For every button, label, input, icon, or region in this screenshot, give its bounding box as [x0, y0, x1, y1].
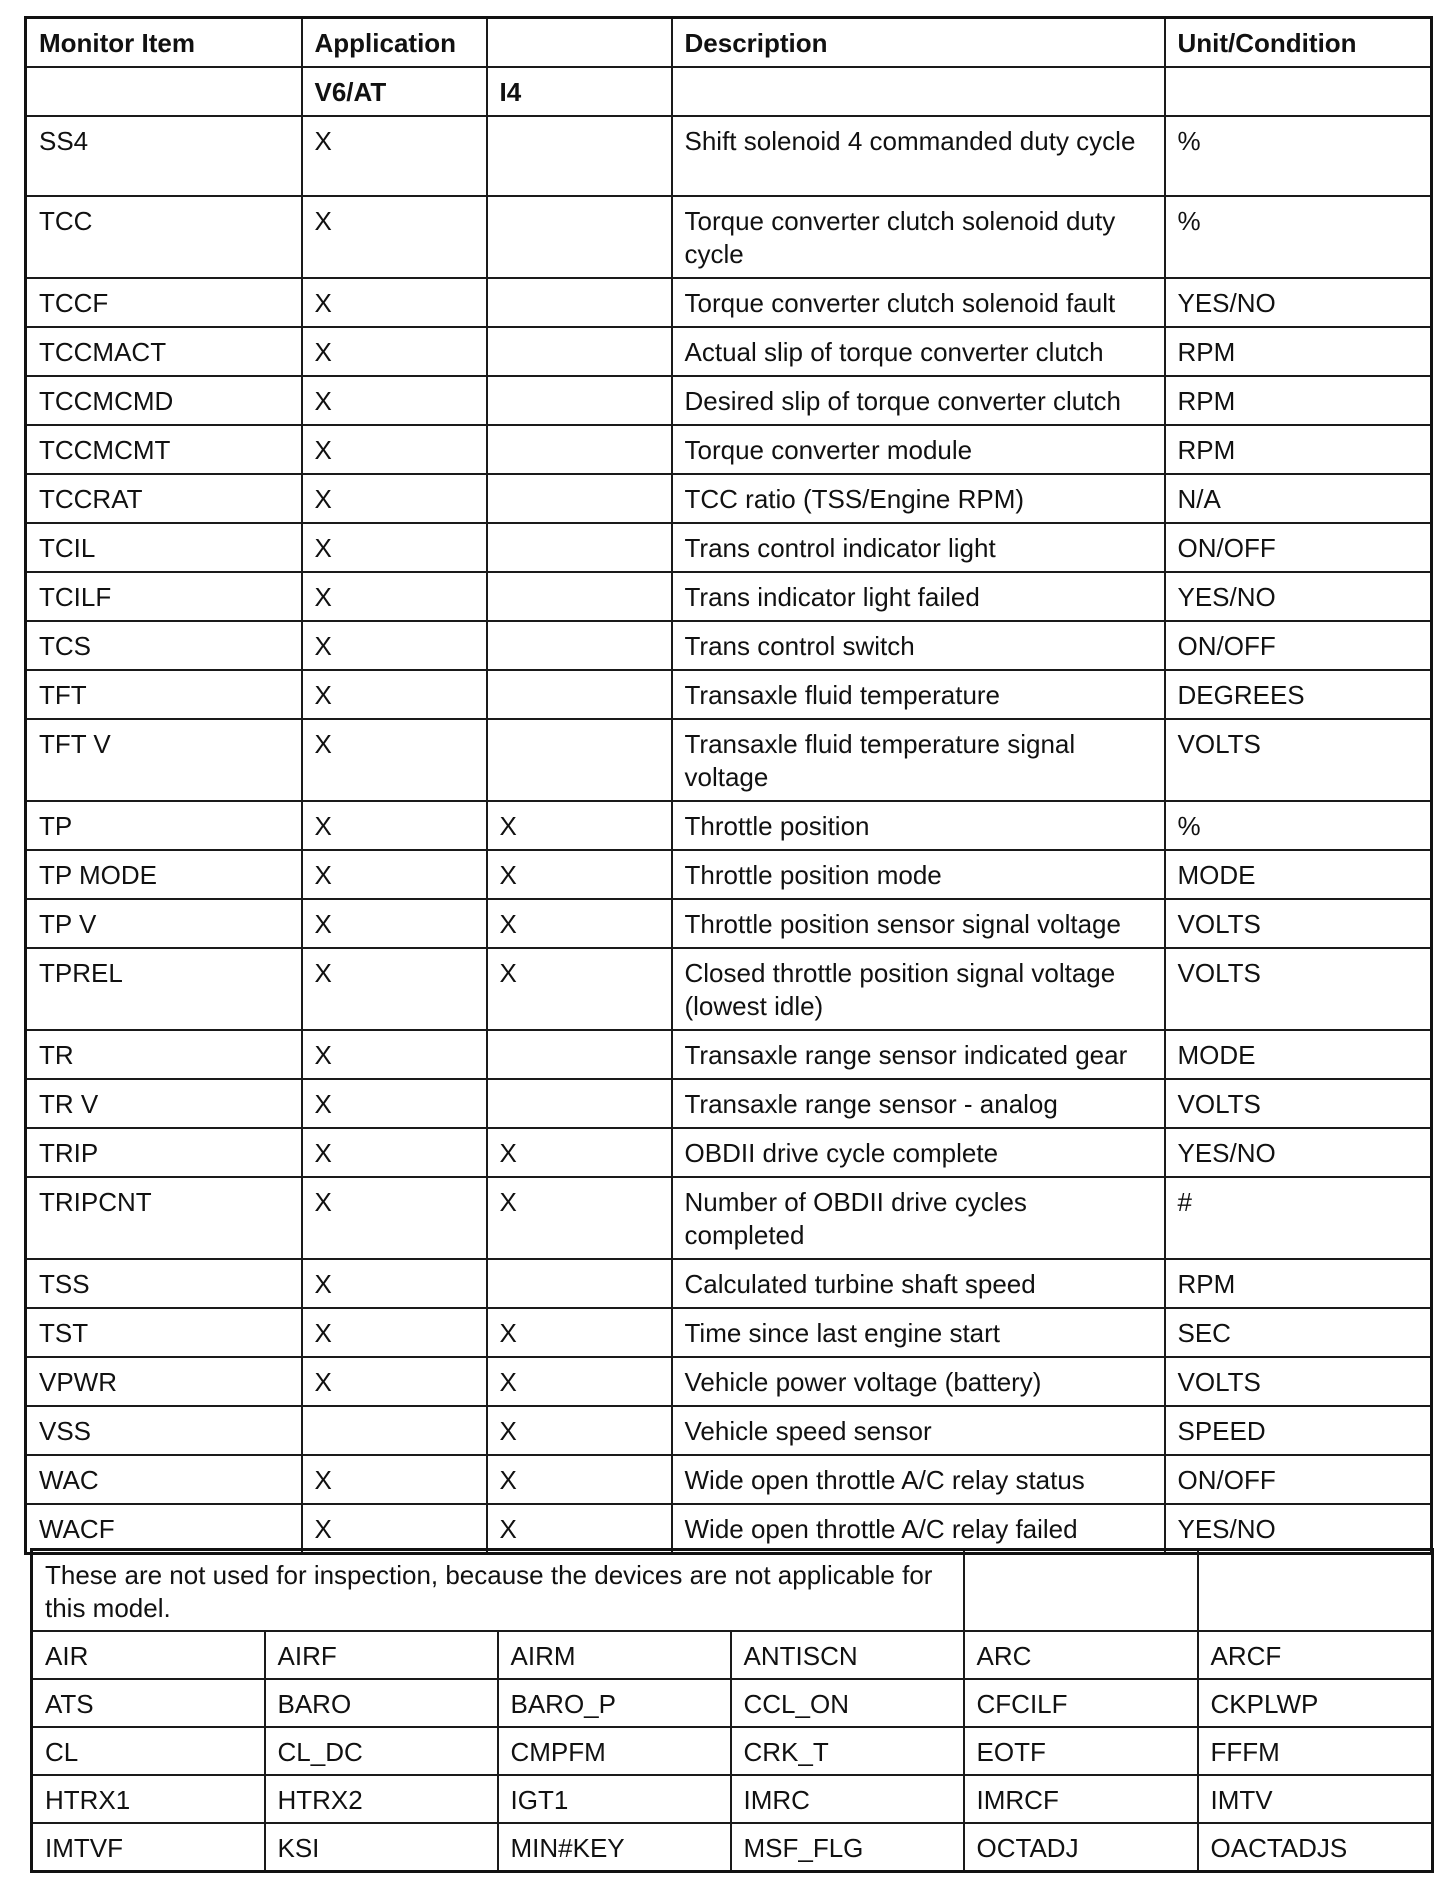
monitor-item-cell: TCCRAT — [26, 474, 302, 523]
monitor-item-cell: TP V — [26, 899, 302, 948]
unit-cell: RPM — [1165, 1259, 1432, 1308]
not-applicable-item: IGT1 — [498, 1775, 731, 1823]
v6at-cell: X — [302, 1504, 487, 1554]
not-applicable-item: BARO_P — [498, 1679, 731, 1727]
i4-cell — [487, 425, 672, 474]
v6at-cell: X — [302, 425, 487, 474]
monitor-item-cell: TR — [26, 1030, 302, 1079]
v6at-cell: X — [302, 1308, 487, 1357]
v6at-cell: X — [302, 1259, 487, 1308]
header-blank — [487, 18, 672, 68]
table-row — [26, 1455, 1432, 1504]
unit-cell: % — [1165, 801, 1432, 850]
table-row — [32, 1679, 1433, 1727]
description-cell: Number of OBDII drive cycles completed — [672, 1177, 1165, 1259]
not-applicable-item: AIR — [32, 1631, 265, 1679]
v6at-cell: X — [302, 948, 487, 1030]
description-cell: TCC ratio (TSS/Engine RPM) — [672, 474, 1165, 523]
i4-cell — [487, 376, 672, 425]
monitor-item-cell: TCIL — [26, 523, 302, 572]
not-applicable-item: CCL_ON — [731, 1679, 964, 1727]
monitor-item-cell: TR V — [26, 1079, 302, 1128]
unit-cell: VOLTS — [1165, 1357, 1432, 1406]
not-applicable-item: ARC — [964, 1631, 1198, 1679]
not-applicable-item: CRK_T — [731, 1727, 964, 1775]
table-row — [26, 1308, 1432, 1357]
table-row — [26, 523, 1432, 572]
table-row — [26, 948, 1432, 1030]
monitor-item-cell: TCS — [26, 621, 302, 670]
v6at-cell: X — [302, 621, 487, 670]
unit-cell: ON/OFF — [1165, 523, 1432, 572]
table-row — [26, 1177, 1432, 1259]
i4-cell — [487, 278, 672, 327]
table-row — [26, 116, 1432, 196]
monitor-item-cell: TCCF — [26, 278, 302, 327]
unit-cell: VOLTS — [1165, 948, 1432, 1030]
table-row — [32, 1727, 1433, 1775]
table-row — [26, 801, 1432, 850]
unit-cell: N/A — [1165, 474, 1432, 523]
i4-cell — [487, 621, 672, 670]
monitor-item-cell: TCCMCMD — [26, 376, 302, 425]
monitor-item-cell: TCILF — [26, 572, 302, 621]
table-row — [26, 327, 1432, 376]
table-row — [32, 1823, 1433, 1872]
i4-cell — [487, 572, 672, 621]
not-applicable-item: ANTISCN — [731, 1631, 964, 1679]
i4-cell — [487, 474, 672, 523]
not-applicable-item: MSF_FLG — [731, 1823, 964, 1872]
description-cell: Desired slip of torque converter clutch — [672, 376, 1165, 425]
table-row — [26, 850, 1432, 899]
i4-cell: X — [487, 850, 672, 899]
i4-cell — [487, 670, 672, 719]
v6at-cell: X — [302, 899, 487, 948]
unit-cell: # — [1165, 1177, 1432, 1259]
monitor-item-cell: TRIPCNT — [26, 1177, 302, 1259]
subheader-blank — [672, 67, 1165, 116]
unit-cell: MODE — [1165, 1030, 1432, 1079]
subheader-i4: I4 — [487, 67, 672, 116]
not-applicable-item: KSI — [265, 1823, 498, 1872]
not-applicable-item: EOTF — [964, 1727, 1198, 1775]
table-row — [26, 1030, 1432, 1079]
monitor-item-cell: TFT — [26, 670, 302, 719]
description-cell: Throttle position sensor signal voltage — [672, 899, 1165, 948]
monitor-item-cell: TSS — [26, 1259, 302, 1308]
v6at-cell: X — [302, 1455, 487, 1504]
description-cell: Trans indicator light failed — [672, 572, 1165, 621]
unit-cell: SEC — [1165, 1308, 1432, 1357]
monitor-item-cell: WACF — [26, 1504, 302, 1554]
monitor-item-cell: TRIP — [26, 1128, 302, 1177]
unit-cell: YES/NO — [1165, 278, 1432, 327]
i4-cell — [487, 196, 672, 278]
description-cell: Torque converter module — [672, 425, 1165, 474]
monitor-item-cell: TCCMACT — [26, 327, 302, 376]
v6at-cell: X — [302, 1030, 487, 1079]
monitor-item-table — [24, 16, 1433, 1555]
not-applicable-item: ATS — [32, 1679, 265, 1727]
v6at-cell: X — [302, 1079, 487, 1128]
subheader-row — [26, 67, 1432, 116]
table-row — [26, 572, 1432, 621]
not-applicable-item: AIRM — [498, 1631, 731, 1679]
monitor-item-cell: TFT V — [26, 719, 302, 801]
v6at-cell — [302, 1406, 487, 1455]
subheader-v6at: V6/AT — [302, 67, 487, 116]
description-cell: Actual slip of torque converter clutch — [672, 327, 1165, 376]
v6at-cell: X — [302, 376, 487, 425]
v6at-cell: X — [302, 1128, 487, 1177]
not-applicable-item: ARCF — [1198, 1631, 1433, 1679]
i4-cell: X — [487, 1504, 672, 1554]
monitor-item-cell: TPREL — [26, 948, 302, 1030]
unit-cell: SPEED — [1165, 1406, 1432, 1455]
subheader-blank — [26, 67, 302, 116]
i4-cell: X — [487, 1308, 672, 1357]
i4-cell: X — [487, 801, 672, 850]
v6at-cell: X — [302, 850, 487, 899]
unit-cell: RPM — [1165, 376, 1432, 425]
unit-cell: VOLTS — [1165, 899, 1432, 948]
monitor-item-cell: WAC — [26, 1455, 302, 1504]
table-row — [26, 670, 1432, 719]
table-row — [26, 376, 1432, 425]
not-applicable-item: MIN#KEY — [498, 1823, 731, 1872]
i4-cell — [487, 327, 672, 376]
v6at-cell: X — [302, 670, 487, 719]
v6at-cell: X — [302, 278, 487, 327]
table-row — [32, 1775, 1433, 1823]
table-row — [26, 719, 1432, 801]
i4-cell — [487, 523, 672, 572]
description-cell: Trans control indicator light — [672, 523, 1165, 572]
i4-cell — [487, 719, 672, 801]
monitor-item-cell: TP MODE — [26, 850, 302, 899]
i4-cell: X — [487, 1357, 672, 1406]
table-row — [26, 425, 1432, 474]
table-row — [26, 1128, 1432, 1177]
description-cell: Time since last engine start — [672, 1308, 1165, 1357]
i4-cell — [487, 1030, 672, 1079]
not-applicable-item: HTRX2 — [265, 1775, 498, 1823]
monitor-item-cell: TST — [26, 1308, 302, 1357]
table-row — [26, 1504, 1432, 1554]
description-cell: Transaxle range sensor - analog — [672, 1079, 1165, 1128]
not-applicable-item: CKPLWP — [1198, 1679, 1433, 1727]
not-applicable-item: BARO — [265, 1679, 498, 1727]
not-applicable-item: FFFM — [1198, 1727, 1433, 1775]
v6at-cell: X — [302, 1177, 487, 1259]
table-row — [26, 1079, 1432, 1128]
description-cell: Calculated turbine shaft speed — [672, 1259, 1165, 1308]
description-cell: Torque converter clutch solenoid duty cycle — [672, 196, 1165, 278]
table-row — [26, 1259, 1432, 1308]
note-blank-cell — [964, 1550, 1198, 1632]
unit-cell: DEGREES — [1165, 670, 1432, 719]
unit-cell: VOLTS — [1165, 1079, 1432, 1128]
v6at-cell: X — [302, 523, 487, 572]
monitor-item-cell: VPWR — [26, 1357, 302, 1406]
unit-cell: ON/OFF — [1165, 1455, 1432, 1504]
v6at-cell: X — [302, 719, 487, 801]
v6at-cell: X — [302, 1357, 487, 1406]
unit-cell: MODE — [1165, 850, 1432, 899]
table-row — [26, 899, 1432, 948]
unit-cell: RPM — [1165, 425, 1432, 474]
unit-cell: YES/NO — [1165, 1128, 1432, 1177]
not-applicable-item: OACTADJS — [1198, 1823, 1433, 1872]
not-applicable-table — [30, 1548, 1434, 1873]
i4-cell: X — [487, 1128, 672, 1177]
table-row — [26, 1357, 1432, 1406]
description-cell: Trans control switch — [672, 621, 1165, 670]
unit-cell: % — [1165, 116, 1432, 196]
not-applicable-item: HTRX1 — [32, 1775, 265, 1823]
description-cell: Vehicle power voltage (battery) — [672, 1357, 1165, 1406]
description-cell: Vehicle speed sensor — [672, 1406, 1165, 1455]
note-row — [32, 1550, 1433, 1632]
description-cell: Shift solenoid 4 commanded duty cycle — [672, 116, 1165, 196]
unit-cell: YES/NO — [1165, 572, 1432, 621]
table-row — [26, 196, 1432, 278]
unit-cell: ON/OFF — [1165, 621, 1432, 670]
description-cell: Throttle position mode — [672, 850, 1165, 899]
not-applicable-item: CFCILF — [964, 1679, 1198, 1727]
monitor-item-cell: TP — [26, 801, 302, 850]
v6at-cell: X — [302, 116, 487, 196]
description-cell: Transaxle fluid temperature signal voltage — [672, 719, 1165, 801]
table-row — [26, 1406, 1432, 1455]
v6at-cell: X — [302, 572, 487, 621]
i4-cell — [487, 1079, 672, 1128]
header-description: Description — [672, 18, 1165, 68]
unit-cell: YES/NO — [1165, 1504, 1432, 1554]
table-row — [26, 474, 1432, 523]
table-row — [26, 278, 1432, 327]
unit-cell: RPM — [1165, 327, 1432, 376]
unit-cell: % — [1165, 196, 1432, 278]
not-applicable-item: IMRCF — [964, 1775, 1198, 1823]
i4-cell: X — [487, 1177, 672, 1259]
i4-cell: X — [487, 948, 672, 1030]
i4-cell — [487, 1259, 672, 1308]
not-applicable-item: OCTADJ — [964, 1823, 1198, 1872]
description-cell: Transaxle range sensor indicated gear — [672, 1030, 1165, 1079]
header-monitor-item: Monitor Item — [26, 18, 302, 68]
note-blank-cell — [1198, 1550, 1433, 1632]
v6at-cell: X — [302, 474, 487, 523]
i4-cell: X — [487, 1455, 672, 1504]
subheader-blank — [1165, 67, 1432, 116]
description-cell: Wide open throttle A/C relay status — [672, 1455, 1165, 1504]
description-cell: Torque converter clutch solenoid fault — [672, 278, 1165, 327]
description-cell: Wide open throttle A/C relay failed — [672, 1504, 1165, 1554]
not-applicable-item: IMTVF — [32, 1823, 265, 1872]
i4-cell: X — [487, 1406, 672, 1455]
header-row — [26, 18, 1432, 68]
description-cell: OBDII drive cycle complete — [672, 1128, 1165, 1177]
not-applicable-item: AIRF — [265, 1631, 498, 1679]
header-unit-condition: Unit/Condition — [1165, 18, 1432, 68]
not-applicable-item: CMPFM — [498, 1727, 731, 1775]
table-row — [32, 1631, 1433, 1679]
monitor-item-cell: SS4 — [26, 116, 302, 196]
v6at-cell: X — [302, 196, 487, 278]
v6at-cell: X — [302, 327, 487, 376]
monitor-item-cell: TCC — [26, 196, 302, 278]
description-cell: Closed throttle position signal voltage (lowest idle) — [672, 948, 1165, 1030]
table-row — [26, 621, 1432, 670]
description-cell: Throttle position — [672, 801, 1165, 850]
not-applicable-item: CL — [32, 1727, 265, 1775]
not-applicable-note: These are not used for inspection, because the devices are not applicable for this model. — [32, 1550, 964, 1632]
v6at-cell: X — [302, 801, 487, 850]
monitor-item-cell: VSS — [26, 1406, 302, 1455]
monitor-item-cell: TCCMCMT — [26, 425, 302, 474]
description-cell: Transaxle fluid temperature — [672, 670, 1165, 719]
not-applicable-item: IMTV — [1198, 1775, 1433, 1823]
not-applicable-item: CL_DC — [265, 1727, 498, 1775]
header-application: Application — [302, 18, 487, 68]
i4-cell: X — [487, 899, 672, 948]
i4-cell — [487, 116, 672, 196]
not-applicable-item: IMRC — [731, 1775, 964, 1823]
unit-cell: VOLTS — [1165, 719, 1432, 801]
